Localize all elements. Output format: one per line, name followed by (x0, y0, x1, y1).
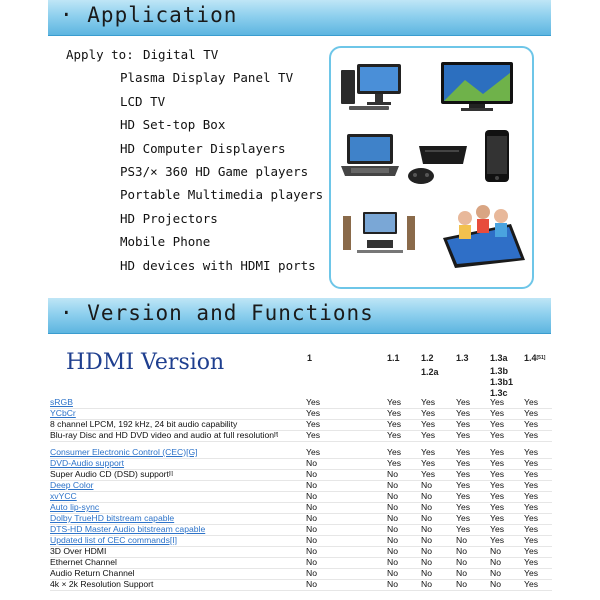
support-cell: No (387, 568, 398, 578)
support-cell: Yes (524, 513, 539, 523)
support-cell: Yes (524, 535, 539, 545)
support-cell: Yes (306, 447, 321, 457)
apply-item-computer-displayers: HD Computer Displayers (120, 141, 286, 156)
table-row (50, 419, 552, 431)
support-cell: No (387, 502, 398, 512)
version-header-1-3b: 1.3b (490, 366, 509, 376)
table-row (50, 535, 552, 547)
support-cell: Yes (456, 491, 471, 501)
feature-label[interactable]: DVD-Audio support (50, 458, 125, 468)
version-header-1-3: 1.3 (456, 353, 469, 363)
table-row (50, 447, 552, 459)
support-cell: No (306, 579, 317, 589)
support-cell: Yes (306, 430, 321, 440)
apply-item-digital-tv: Digital TV (143, 47, 219, 62)
support-cell: Yes (421, 419, 436, 429)
support-cell: Yes (421, 430, 436, 440)
support-cell: Yes (524, 502, 539, 512)
support-cell: No (421, 535, 432, 545)
support-cell: No (306, 480, 317, 490)
support-cell: Yes (490, 430, 505, 440)
version-header-1-3b1: 1.3b1 (490, 377, 514, 387)
table-row (50, 408, 552, 420)
support-cell: No (306, 535, 317, 545)
support-cell: No (456, 579, 467, 589)
table-row (50, 458, 552, 470)
table-row (50, 397, 552, 409)
feature-label[interactable]: Auto lip-sync (50, 502, 100, 512)
support-cell: Yes (524, 524, 539, 534)
support-cell: No (421, 524, 432, 534)
support-cell: Yes (306, 397, 321, 407)
support-cell: No (306, 557, 317, 567)
support-cell: No (387, 535, 398, 545)
table-row (50, 568, 552, 580)
support-cell: No (387, 579, 398, 589)
feature-label[interactable]: Deep Color (50, 480, 94, 490)
version-title: · Version and Functions (60, 301, 374, 325)
table-row (50, 546, 552, 558)
support-cell: No (421, 502, 432, 512)
feature-label[interactable]: Consumer Electronic Control (CEC)[G] (50, 447, 198, 457)
support-cell: Yes (490, 535, 505, 545)
support-cell: Yes (490, 458, 505, 468)
support-cell: No (306, 513, 317, 523)
support-cell: Yes (524, 397, 539, 407)
support-cell: Yes (387, 397, 402, 407)
apply-label: Apply to: (66, 47, 134, 62)
support-cell: No (306, 546, 317, 556)
table-row (50, 469, 552, 481)
support-cell: Yes (456, 469, 471, 479)
support-cell: Yes (524, 447, 539, 457)
support-cell: Yes (524, 469, 539, 479)
apply-item-plasma-tv: Plasma Display Panel TV (120, 70, 294, 85)
support-cell: No (306, 502, 317, 512)
footnote-ref: [i] (168, 471, 173, 477)
support-cell: No (387, 557, 398, 567)
support-cell: Yes (387, 408, 402, 418)
support-cell: No (306, 524, 317, 534)
support-cell: No (421, 568, 432, 578)
feature-label[interactable]: Dolby TrueHD bitstream capable (50, 513, 175, 523)
device-photo-panel (329, 46, 534, 289)
support-cell: No (456, 535, 467, 545)
support-cell: Yes (490, 513, 505, 523)
support-cell: Yes (456, 447, 471, 457)
feature-label[interactable]: DTS-HD Master Audio bitstream capable (50, 524, 206, 534)
table-row (50, 513, 552, 525)
support-cell: Yes (490, 469, 505, 479)
support-cell: No (490, 579, 501, 589)
support-cell: Yes (456, 524, 471, 534)
table-row (50, 430, 552, 442)
support-cell: Yes (306, 408, 321, 418)
support-cell: Yes (524, 480, 539, 490)
support-cell: Yes (421, 397, 436, 407)
support-cell: No (421, 546, 432, 556)
feature-label: Audio Return Channel (50, 568, 135, 578)
table-row (50, 491, 552, 503)
support-cell: Yes (456, 408, 471, 418)
support-cell: Yes (524, 419, 539, 429)
support-cell: Yes (456, 397, 471, 407)
game-console-photo (405, 140, 469, 188)
application-banner (48, 0, 551, 36)
support-cell: No (456, 546, 467, 556)
support-cell: Yes (306, 419, 321, 429)
apply-item-set-top-box: HD Set-top Box (120, 117, 226, 132)
apply-item-mobile-phone: Mobile Phone (120, 234, 211, 249)
support-cell: Yes (421, 469, 436, 479)
support-cell: Yes (490, 397, 505, 407)
feature-label[interactable]: Updated list of CEC commands[I] (50, 535, 178, 545)
hdmi-version-heading: HDMI Version (66, 350, 225, 375)
footnote-ref: [f] (274, 432, 279, 438)
feature-label: Super Audio CD (DSD) support[i] (50, 469, 173, 479)
support-cell: No (387, 524, 398, 534)
support-cell: Yes (524, 546, 539, 556)
home-theater-photo (337, 206, 421, 258)
support-cell: No (490, 546, 501, 556)
support-cell: Yes (387, 458, 402, 468)
version-banner (48, 298, 551, 334)
tablet-people-photo (435, 198, 531, 270)
support-cell: No (421, 480, 432, 490)
support-cell: Yes (456, 458, 471, 468)
support-cell: No (387, 480, 398, 490)
support-cell: Yes (524, 557, 539, 567)
support-cell: No (421, 557, 432, 567)
support-cell: Yes (524, 491, 539, 501)
feature-label: 4k × 2k Resolution Support (50, 579, 154, 589)
table-row (50, 480, 552, 492)
support-cell: No (306, 491, 317, 501)
support-cell: No (421, 579, 432, 589)
support-cell: Yes (490, 408, 505, 418)
table-row (50, 579, 552, 591)
version-header-1: 1 (307, 353, 313, 363)
application-title: · Application (60, 3, 238, 27)
support-cell: Yes (421, 447, 436, 457)
support-cell: No (490, 557, 501, 567)
mobile-phone-photo (479, 128, 515, 186)
version-header-1-1: 1.1 (387, 353, 400, 363)
support-cell: Yes (490, 502, 505, 512)
support-cell: Yes (524, 579, 539, 589)
support-cell: Yes (421, 408, 436, 418)
support-cell: Yes (490, 480, 505, 490)
version-header-1-2a: 1.2a (421, 367, 439, 377)
support-cell: Yes (524, 408, 539, 418)
table-row (50, 557, 552, 569)
version-header-1-4: 1.4[51] (524, 353, 546, 363)
support-cell: Yes (456, 480, 471, 490)
support-cell: No (306, 458, 317, 468)
support-cell: No (306, 469, 317, 479)
support-cell: Yes (524, 430, 539, 440)
support-cell: No (456, 557, 467, 567)
support-cell: Yes (490, 419, 505, 429)
version-header-1-3a: 1.3a (490, 353, 508, 363)
support-cell: Yes (524, 458, 539, 468)
feature-label: Blu-ray Disc and HD DVD video and audio at full resolution[f] (50, 430, 279, 440)
support-cell: No (387, 546, 398, 556)
apply-item-multimedia-players: Portable Multimedia players (120, 187, 324, 202)
table-row (50, 502, 552, 514)
feature-label[interactable]: YCbCr (50, 408, 76, 418)
feature-label[interactable]: sRGB (50, 397, 73, 407)
laptop-photo (339, 132, 401, 184)
table-row (50, 524, 552, 536)
support-cell: Yes (524, 568, 539, 578)
lcd-tv-photo (435, 58, 519, 114)
support-cell: Yes (387, 430, 402, 440)
apply-item-lcd-tv: LCD TV (120, 94, 166, 109)
feature-label: Ethernet Channel (50, 557, 117, 567)
apply-item-projectors: HD Projectors (120, 211, 218, 226)
apply-item-game-players: PS3/× 360 HD Game players (120, 164, 309, 179)
version-header-1-3c: 1.3c (490, 388, 508, 398)
support-cell: No (490, 568, 501, 578)
feature-label: 8 channel LPCM, 192 kHz, 24 bit audio capability (50, 419, 238, 429)
support-cell: No (387, 491, 398, 501)
support-cell: Yes (456, 502, 471, 512)
support-cell: Yes (456, 513, 471, 523)
support-cell: Yes (387, 447, 402, 457)
support-cell: Yes (387, 419, 402, 429)
support-cell: Yes (490, 447, 505, 457)
version-header-1-2: 1.2 (421, 353, 434, 363)
feature-label[interactable]: xvYCC (50, 491, 77, 501)
support-cell: No (306, 568, 317, 578)
support-cell: No (421, 513, 432, 523)
support-cell: No (456, 568, 467, 578)
feature-label: 3D Over HDMI (50, 546, 107, 556)
apply-item-hdmi-devices: HD devices with HDMI ports (120, 258, 316, 273)
support-cell: No (387, 513, 398, 523)
support-cell: Yes (490, 491, 505, 501)
desktop-pc-photo (339, 60, 419, 112)
support-cell: No (387, 469, 398, 479)
support-cell: Yes (456, 430, 471, 440)
support-cell: Yes (490, 524, 505, 534)
support-cell: Yes (456, 419, 471, 429)
support-cell: No (421, 491, 432, 501)
support-cell: Yes (421, 458, 436, 468)
